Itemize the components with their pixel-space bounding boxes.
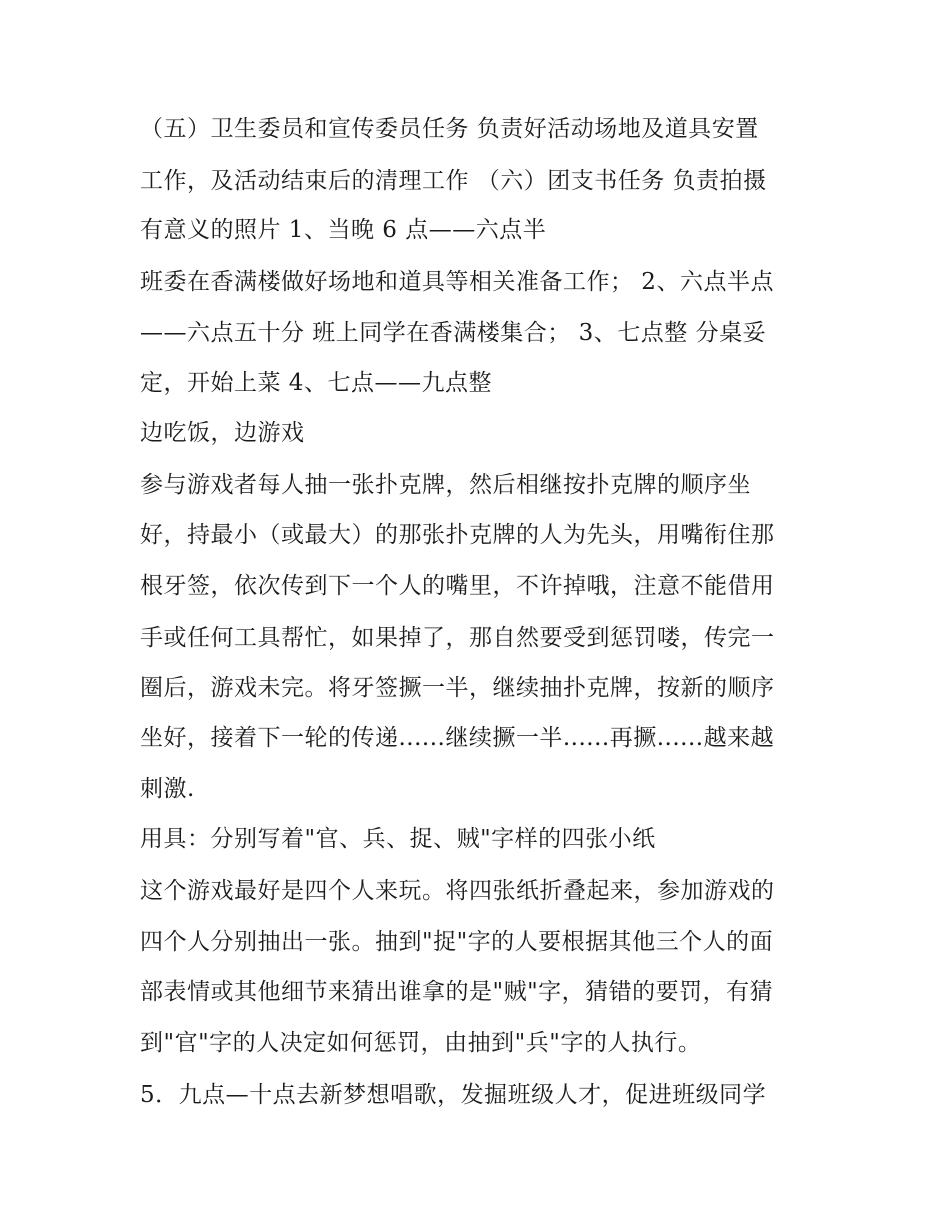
text-line: 5．九点—十点去新梦想唱歌，发掘班级人才，促进班级同学: [140, 1082, 767, 1108]
text-line: ——六点五十分 班上同学在香满楼集合； 3、七点整 分桌妥: [140, 320, 767, 346]
text-line: 参与游戏者每人抽一张扑克牌，然后相继按扑克牌的顺序坐: [140, 472, 751, 498]
text-line: 有意义的照片 1、当晚 6 点——六点半: [140, 217, 547, 243]
text-line: 用具：分别写着"官、兵、捉、贼"字样的四张小纸: [140, 826, 656, 852]
text-line: 圈后，游戏未完。将牙签撅一半，继续抽扑克牌，按新的顺序: [140, 675, 775, 701]
text-line: 到"官"字的人决定如何惩罚，由抽到"兵"字的人执行。: [140, 1030, 702, 1056]
text-line: 根牙签，依次传到下一个人的嘴里，不许掉哦，注意不能借用: [140, 573, 775, 599]
text-line: 好，持最小（或最大）的那张扑克牌的人为先头，用嘴衔住那: [140, 522, 775, 548]
text-line: 工作，及活动结束后的清理工作 （六）团支书任务 负责拍摄: [140, 168, 767, 194]
text-line: 刺激.: [140, 776, 195, 802]
text-line: 坐好，接着下一轮的传递......继续撅一半......再撅......越来越: [140, 725, 775, 751]
text-line: 这个游戏最好是四个人来玩。将四张纸折叠起来，参加游戏的: [140, 878, 775, 904]
text-line: 班委在香满楼做好场地和道具等相关准备工作； 2、六点半点: [140, 269, 774, 295]
text-line: 四个人分别抽出一张。抽到"捉"字的人要根据其他三个人的面: [140, 929, 774, 955]
text-line: 部表情或其他细节来猜出谁拿的是"贼"字，猜错的要罚，有猜: [140, 979, 774, 1005]
text-line: 定，开始上菜 4、七点——九点整: [140, 370, 492, 396]
text-line: 边吃饭，边游戏: [140, 420, 305, 446]
text-line: 手或任何工具帮忙，如果掉了，那自然要受到惩罚喽，传完一: [140, 625, 775, 651]
text-line: （五）卫生委员和宣传委员任务 负责好活动场地及道具安置: [140, 116, 759, 142]
